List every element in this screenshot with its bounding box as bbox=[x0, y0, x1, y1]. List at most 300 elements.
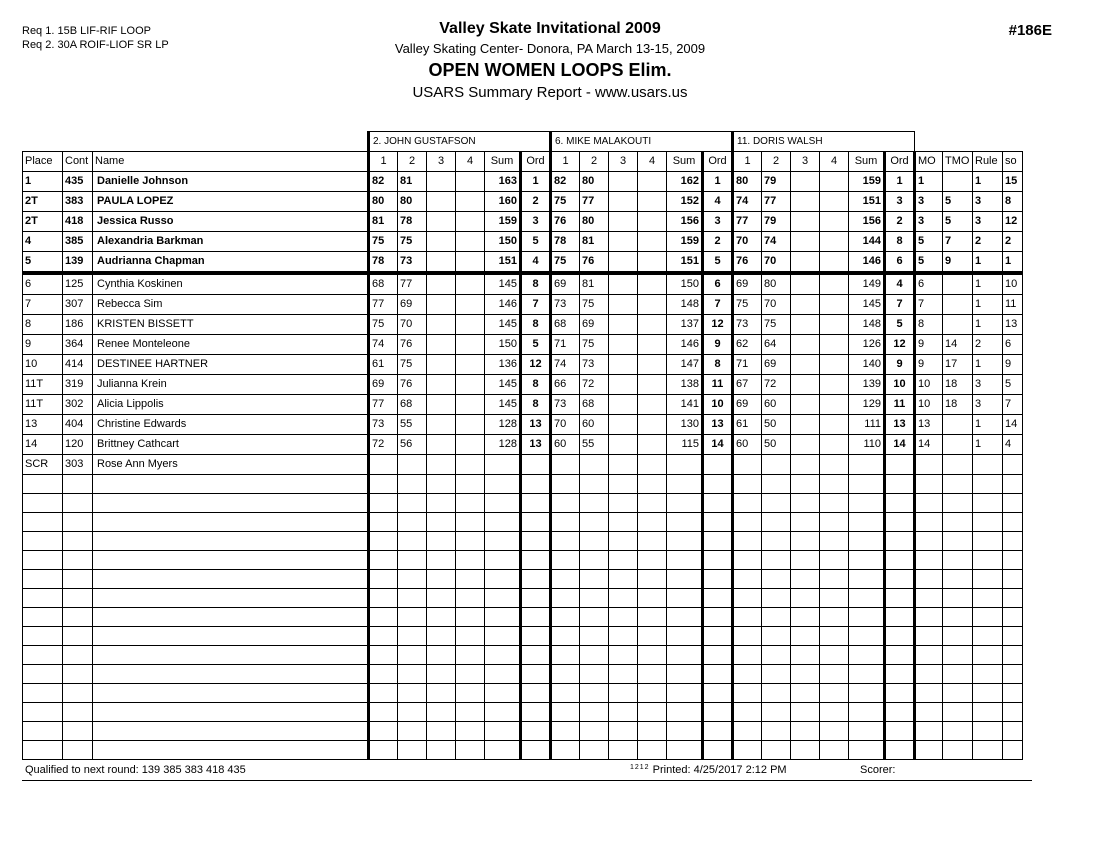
empty-cell bbox=[943, 627, 973, 646]
spacer bbox=[915, 132, 1023, 152]
score-cell: 81 bbox=[580, 232, 609, 252]
empty-cell bbox=[667, 627, 703, 646]
rule-cell: 2 bbox=[973, 232, 1003, 252]
score-cell bbox=[638, 273, 667, 295]
empty-cell bbox=[973, 627, 1003, 646]
empty-cell bbox=[369, 627, 398, 646]
empty-cell bbox=[733, 589, 762, 608]
place-cell: 11T bbox=[23, 375, 63, 395]
empty-cell bbox=[1003, 551, 1023, 570]
empty-cell bbox=[791, 665, 820, 684]
sum-cell: 128 bbox=[485, 415, 521, 435]
score-cell: 76 bbox=[398, 375, 427, 395]
ord-cell: 3 bbox=[885, 192, 915, 212]
result-row bbox=[23, 192, 1023, 212]
empty-cell bbox=[885, 646, 915, 665]
score-cell: 70 bbox=[551, 415, 580, 435]
score-cell bbox=[456, 212, 485, 232]
score-cell: 68 bbox=[369, 273, 398, 295]
place-cell: 4 bbox=[23, 232, 63, 252]
empty-cell bbox=[638, 532, 667, 551]
empty-cell bbox=[885, 703, 915, 722]
score-cell bbox=[791, 415, 820, 435]
column-header: 2 bbox=[762, 152, 791, 172]
score-cell bbox=[456, 232, 485, 252]
ord-cell: 3 bbox=[521, 212, 551, 232]
empty-cell bbox=[638, 570, 667, 589]
empty-cell bbox=[485, 665, 521, 684]
empty-cell bbox=[93, 722, 369, 741]
empty-cell bbox=[369, 608, 398, 627]
empty-cell bbox=[791, 684, 820, 703]
tmo-cell: 18 bbox=[943, 375, 973, 395]
empty-cell bbox=[885, 589, 915, 608]
mo-cell: 9 bbox=[915, 335, 943, 355]
result-row bbox=[23, 355, 1023, 375]
empty-cell bbox=[733, 703, 762, 722]
empty-cell bbox=[485, 627, 521, 646]
sum-cell: 149 bbox=[849, 273, 885, 295]
empty-row bbox=[23, 665, 1023, 684]
empty-cell bbox=[667, 646, 703, 665]
empty-cell bbox=[63, 741, 93, 760]
score-cell: 70 bbox=[762, 252, 791, 274]
score-cell bbox=[762, 455, 791, 475]
name-cell: Jessica Russo bbox=[93, 212, 369, 232]
empty-cell bbox=[398, 665, 427, 684]
empty-cell bbox=[93, 551, 369, 570]
score-cell: 77 bbox=[733, 212, 762, 232]
empty-cell bbox=[733, 551, 762, 570]
empty-cell bbox=[551, 532, 580, 551]
empty-cell bbox=[733, 475, 762, 494]
empty-cell bbox=[820, 608, 849, 627]
sum-cell: 146 bbox=[667, 335, 703, 355]
qualified-text: Qualified to next round: 139 385 383 418 435 bbox=[25, 764, 246, 776]
empty-cell bbox=[398, 722, 427, 741]
score-cell bbox=[638, 435, 667, 455]
score-cell: 50 bbox=[762, 415, 791, 435]
empty-cell bbox=[580, 475, 609, 494]
venue-line: Valley Skating Center- Donora, PA March 13-15, 2009 bbox=[394, 41, 706, 56]
score-cell bbox=[820, 273, 849, 295]
empty-row bbox=[23, 722, 1023, 741]
score-cell: 75 bbox=[398, 232, 427, 252]
empty-cell bbox=[762, 741, 791, 760]
column-header: Sum bbox=[667, 152, 703, 172]
empty-cell bbox=[521, 665, 551, 684]
score-cell: 61 bbox=[369, 355, 398, 375]
empty-cell bbox=[427, 513, 456, 532]
empty-cell bbox=[915, 646, 943, 665]
empty-row bbox=[23, 627, 1023, 646]
tmo-cell: 5 bbox=[943, 212, 973, 232]
empty-cell bbox=[369, 646, 398, 665]
score-cell bbox=[456, 375, 485, 395]
empty-cell bbox=[820, 741, 849, 760]
empty-cell bbox=[703, 722, 733, 741]
empty-cell bbox=[791, 608, 820, 627]
mo-cell bbox=[915, 455, 943, 475]
score-cell: 69 bbox=[733, 273, 762, 295]
empty-cell bbox=[398, 532, 427, 551]
empty-cell bbox=[638, 589, 667, 608]
score-cell bbox=[609, 315, 638, 335]
empty-cell bbox=[456, 665, 485, 684]
score-cell bbox=[638, 295, 667, 315]
empty-cell bbox=[427, 570, 456, 589]
empty-cell bbox=[791, 741, 820, 760]
score-cell bbox=[820, 232, 849, 252]
empty-cell bbox=[427, 646, 456, 665]
score-cell bbox=[456, 172, 485, 192]
empty-cell bbox=[943, 684, 973, 703]
score-cell: 80 bbox=[398, 192, 427, 212]
score-cell: 75 bbox=[762, 315, 791, 335]
rule-cell: 1 bbox=[973, 295, 1003, 315]
empty-cell bbox=[667, 703, 703, 722]
name-cell: DESTINEE HARTNER bbox=[93, 355, 369, 375]
score-cell bbox=[456, 455, 485, 475]
sum-cell: 146 bbox=[849, 252, 885, 274]
empty-cell bbox=[93, 589, 369, 608]
rule-cell: 1 bbox=[973, 252, 1003, 274]
score-cell: 74 bbox=[369, 335, 398, 355]
empty-cell bbox=[885, 570, 915, 589]
sum-cell: 138 bbox=[667, 375, 703, 395]
column-header-row bbox=[23, 152, 1023, 172]
ord-cell: 13 bbox=[885, 415, 915, 435]
empty-cell bbox=[820, 684, 849, 703]
score-cell: 78 bbox=[398, 212, 427, 232]
empty-cell bbox=[93, 703, 369, 722]
empty-cell bbox=[93, 627, 369, 646]
column-header: 1 bbox=[369, 152, 398, 172]
score-cell: 69 bbox=[762, 355, 791, 375]
score-cell: 69 bbox=[580, 315, 609, 335]
result-row bbox=[23, 315, 1023, 335]
empty-cell bbox=[609, 589, 638, 608]
empty-cell bbox=[580, 665, 609, 684]
result-row bbox=[23, 295, 1023, 315]
score-cell bbox=[609, 395, 638, 415]
score-cell: 69 bbox=[369, 375, 398, 395]
mo-cell: 7 bbox=[915, 295, 943, 315]
sum-cell: 128 bbox=[485, 435, 521, 455]
empty-cell bbox=[485, 589, 521, 608]
sum-cell: 163 bbox=[485, 172, 521, 192]
empty-cell bbox=[762, 722, 791, 741]
empty-cell bbox=[23, 494, 63, 513]
sum-cell: 150 bbox=[485, 335, 521, 355]
score-cell bbox=[791, 273, 820, 295]
empty-row bbox=[23, 589, 1023, 608]
ord-cell bbox=[703, 455, 733, 475]
empty-cell bbox=[63, 608, 93, 627]
empty-cell bbox=[456, 722, 485, 741]
empty-cell bbox=[521, 627, 551, 646]
judge-header: 11. DORIS WALSH bbox=[733, 132, 915, 152]
place-cell: 6 bbox=[23, 273, 63, 295]
score-cell bbox=[820, 375, 849, 395]
empty-cell bbox=[849, 570, 885, 589]
sum-cell: 111 bbox=[849, 415, 885, 435]
score-cell: 69 bbox=[551, 273, 580, 295]
spacer bbox=[23, 132, 369, 152]
column-header: Sum bbox=[485, 152, 521, 172]
empty-cell bbox=[427, 741, 456, 760]
column-header: Ord bbox=[521, 152, 551, 172]
empty-cell bbox=[885, 494, 915, 513]
empty-cell bbox=[580, 513, 609, 532]
place-cell: 2T bbox=[23, 212, 63, 232]
score-cell bbox=[638, 355, 667, 375]
empty-cell bbox=[973, 532, 1003, 551]
empty-cell bbox=[733, 665, 762, 684]
empty-cell bbox=[521, 494, 551, 513]
name-cell: Christine Edwards bbox=[93, 415, 369, 435]
so-cell: 14 bbox=[1003, 415, 1023, 435]
sum-cell: 160 bbox=[485, 192, 521, 212]
ord-cell: 8 bbox=[521, 315, 551, 335]
name-cell: KRISTEN BISSETT bbox=[93, 315, 369, 335]
empty-cell bbox=[973, 513, 1003, 532]
ord-cell: 12 bbox=[703, 315, 733, 335]
empty-cell bbox=[762, 646, 791, 665]
tmo-cell bbox=[943, 455, 973, 475]
scorer-label: Scorer: bbox=[860, 764, 896, 776]
score-cell bbox=[427, 273, 456, 295]
empty-cell bbox=[456, 703, 485, 722]
sum-cell: 115 bbox=[667, 435, 703, 455]
empty-cell bbox=[820, 475, 849, 494]
empty-cell bbox=[667, 722, 703, 741]
empty-cell bbox=[93, 494, 369, 513]
result-row bbox=[23, 435, 1023, 455]
score-cell: 75 bbox=[369, 232, 398, 252]
empty-cell bbox=[1003, 475, 1023, 494]
score-cell bbox=[609, 232, 638, 252]
empty-cell bbox=[1003, 703, 1023, 722]
ord-cell: 11 bbox=[703, 375, 733, 395]
empty-cell bbox=[703, 608, 733, 627]
ord-cell: 7 bbox=[521, 295, 551, 315]
empty-cell bbox=[63, 703, 93, 722]
name-cell: Julianna Krein bbox=[93, 375, 369, 395]
empty-cell bbox=[943, 665, 973, 684]
ord-cell: 2 bbox=[885, 212, 915, 232]
empty-cell bbox=[762, 684, 791, 703]
score-cell: 78 bbox=[551, 232, 580, 252]
score-cell bbox=[820, 355, 849, 375]
name-cell: Danielle Johnson bbox=[93, 172, 369, 192]
empty-cell bbox=[733, 532, 762, 551]
req-2: Req 2. 30A ROIF-LIOF SR LP bbox=[22, 39, 169, 51]
empty-cell bbox=[485, 684, 521, 703]
name-cell: Brittney Cathcart bbox=[93, 435, 369, 455]
score-cell: 68 bbox=[580, 395, 609, 415]
score-cell: 71 bbox=[733, 355, 762, 375]
empty-cell bbox=[667, 570, 703, 589]
empty-cell bbox=[820, 551, 849, 570]
empty-cell bbox=[456, 741, 485, 760]
ord-cell: 5 bbox=[521, 335, 551, 355]
empty-cell bbox=[820, 494, 849, 513]
empty-cell bbox=[1003, 513, 1023, 532]
result-row bbox=[23, 232, 1023, 252]
column-header: Ord bbox=[885, 152, 915, 172]
empty-cell bbox=[885, 741, 915, 760]
empty-cell bbox=[369, 532, 398, 551]
score-cell bbox=[820, 252, 849, 274]
mo-cell: 3 bbox=[915, 192, 943, 212]
so-cell: 15 bbox=[1003, 172, 1023, 192]
so-cell: 4 bbox=[1003, 435, 1023, 455]
empty-cell bbox=[456, 608, 485, 627]
empty-cell bbox=[398, 570, 427, 589]
empty-cell bbox=[93, 513, 369, 532]
empty-cell bbox=[915, 532, 943, 551]
empty-cell bbox=[551, 684, 580, 703]
empty-cell bbox=[849, 551, 885, 570]
empty-cell bbox=[915, 608, 943, 627]
score-cell bbox=[791, 295, 820, 315]
empty-cell bbox=[485, 513, 521, 532]
tmo-cell bbox=[943, 295, 973, 315]
empty-cell bbox=[427, 665, 456, 684]
mo-cell: 10 bbox=[915, 375, 943, 395]
empty-cell bbox=[1003, 589, 1023, 608]
judge-header-row bbox=[23, 132, 1023, 152]
cont-cell: 120 bbox=[63, 435, 93, 455]
cont-cell: 364 bbox=[63, 335, 93, 355]
empty-cell bbox=[638, 703, 667, 722]
empty-cell bbox=[456, 532, 485, 551]
column-header: 3 bbox=[427, 152, 456, 172]
empty-cell bbox=[733, 608, 762, 627]
column-header: MO bbox=[915, 152, 943, 172]
score-cell bbox=[638, 252, 667, 274]
column-header: 2 bbox=[580, 152, 609, 172]
empty-cell bbox=[820, 627, 849, 646]
result-row bbox=[23, 212, 1023, 232]
score-cell bbox=[551, 455, 580, 475]
sum-cell: 145 bbox=[485, 315, 521, 335]
empty-cell bbox=[551, 665, 580, 684]
score-cell bbox=[456, 355, 485, 375]
cont-cell: 418 bbox=[63, 212, 93, 232]
score-cell: 60 bbox=[733, 435, 762, 455]
empty-cell bbox=[580, 532, 609, 551]
score-cell bbox=[638, 212, 667, 232]
empty-cell bbox=[369, 494, 398, 513]
empty-cell bbox=[398, 494, 427, 513]
ord-cell: 2 bbox=[703, 232, 733, 252]
empty-cell bbox=[580, 589, 609, 608]
cont-cell: 319 bbox=[63, 375, 93, 395]
empty-cell bbox=[973, 741, 1003, 760]
empty-cell bbox=[1003, 741, 1023, 760]
empty-cell bbox=[762, 475, 791, 494]
empty-cell bbox=[849, 722, 885, 741]
score-cell: 75 bbox=[551, 252, 580, 274]
score-cell bbox=[427, 172, 456, 192]
empty-cell bbox=[369, 475, 398, 494]
empty-row bbox=[23, 570, 1023, 589]
empty-cell bbox=[915, 513, 943, 532]
empty-cell bbox=[485, 475, 521, 494]
empty-cell bbox=[791, 570, 820, 589]
score-cell bbox=[427, 315, 456, 335]
empty-cell bbox=[638, 646, 667, 665]
score-cell: 76 bbox=[733, 252, 762, 274]
empty-cell bbox=[609, 551, 638, 570]
empty-cell bbox=[551, 494, 580, 513]
empty-cell bbox=[733, 570, 762, 589]
empty-cell bbox=[23, 703, 63, 722]
score-cell bbox=[820, 455, 849, 475]
empty-cell bbox=[849, 475, 885, 494]
so-cell: 7 bbox=[1003, 395, 1023, 415]
empty-cell bbox=[1003, 494, 1023, 513]
empty-cell bbox=[973, 646, 1003, 665]
empty-cell bbox=[943, 475, 973, 494]
empty-cell bbox=[485, 646, 521, 665]
empty-cell bbox=[667, 608, 703, 627]
so-cell bbox=[1003, 455, 1023, 475]
empty-cell bbox=[609, 665, 638, 684]
ord-cell: 10 bbox=[885, 375, 915, 395]
so-cell: 5 bbox=[1003, 375, 1023, 395]
sum-cell: 144 bbox=[849, 232, 885, 252]
result-row bbox=[23, 172, 1023, 192]
empty-cell bbox=[551, 703, 580, 722]
score-cell: 77 bbox=[369, 295, 398, 315]
empty-cell bbox=[609, 608, 638, 627]
empty-cell bbox=[915, 589, 943, 608]
ord-cell bbox=[885, 455, 915, 475]
empty-cell bbox=[456, 513, 485, 532]
ord-cell: 12 bbox=[885, 335, 915, 355]
score-cell bbox=[609, 415, 638, 435]
empty-cell bbox=[398, 551, 427, 570]
sum-cell bbox=[667, 455, 703, 475]
sum-cell: 159 bbox=[485, 212, 521, 232]
mo-cell: 5 bbox=[915, 232, 943, 252]
empty-cell bbox=[703, 494, 733, 513]
empty-cell bbox=[762, 589, 791, 608]
empty-cell bbox=[63, 627, 93, 646]
score-cell: 77 bbox=[369, 395, 398, 415]
score-cell: 61 bbox=[733, 415, 762, 435]
empty-cell bbox=[93, 532, 369, 551]
empty-cell bbox=[762, 570, 791, 589]
score-cell: 74 bbox=[551, 355, 580, 375]
empty-cell bbox=[456, 627, 485, 646]
printed-text bbox=[630, 764, 787, 776]
cont-cell: 385 bbox=[63, 232, 93, 252]
empty-cell bbox=[762, 703, 791, 722]
mo-cell: 3 bbox=[915, 212, 943, 232]
sum-cell: 148 bbox=[849, 315, 885, 335]
empty-cell bbox=[23, 665, 63, 684]
sum-cell: 137 bbox=[667, 315, 703, 335]
empty-cell bbox=[609, 494, 638, 513]
empty-cell bbox=[369, 703, 398, 722]
score-cell: 80 bbox=[762, 273, 791, 295]
empty-cell bbox=[609, 513, 638, 532]
score-cell bbox=[427, 395, 456, 415]
